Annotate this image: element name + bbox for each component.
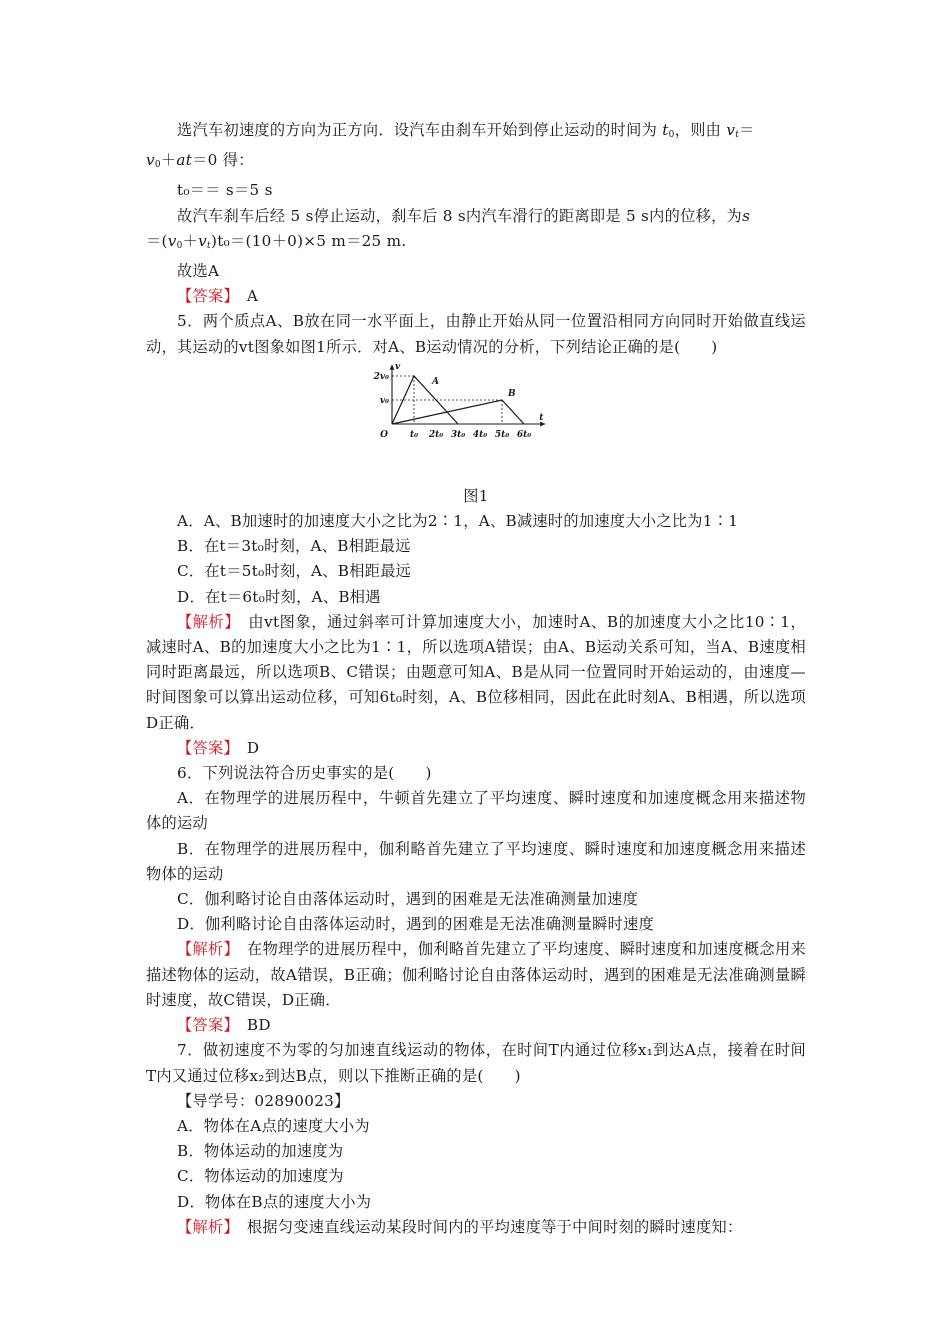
x-tick-label: 3t₀ (450, 429, 466, 440)
series-label-B: B (508, 388, 516, 399)
document-body (146, 118, 806, 1240)
y-tick-label: 2v₀ (373, 371, 389, 382)
option: D．物体在B点的速度大小为 (177, 1192, 372, 1211)
option: A．在物理学的进展历程中，牛顿首先建立了平均速度、瞬时速度和加速度概念用来描述物体的运动 (146, 789, 806, 833)
paragraph: 选汽车初速度的方向为正方向．设汽车由刹车开始到停止运动的时间为 $t_0$，则由 $v_t=$ (177, 121, 755, 140)
paragraph: $v_0+at=0$ 得： (146, 151, 254, 171)
paragraph: 故汽车刹车后经 5 s停止运动，刹车后 8 s内汽车滑行的距离即是 5 s内的位移，为s (177, 206, 751, 225)
x-tick-label: t₀ (409, 429, 419, 440)
answer-tag: 【答案】 (177, 287, 232, 306)
y-tick-label: v₀ (379, 395, 389, 406)
x-tick-label: 4t₀ (472, 429, 488, 440)
answer-line: 【答案】 D (177, 738, 260, 757)
y-axis-arrow (390, 365, 395, 370)
option: B．物体运动的加速度为 (177, 1142, 344, 1161)
paragraph: 故选A (177, 262, 220, 281)
analysis-tag: 【解析】 (177, 1217, 232, 1236)
option: D．在t＝6t₀时刻，A、B相遇 (177, 587, 381, 606)
option: B．在t＝3t₀时刻，A、B相距最远 (177, 537, 411, 556)
option: D．伽利略讨论自由落体运动时，遇到的困难是无法准确测量瞬时速度 (177, 915, 655, 934)
analysis-tag: 【解析】 (177, 612, 233, 631)
analysis-tag: 【解析】 (177, 940, 232, 959)
option: C．伽利略讨论自由落体运动时，遇到的困难是无法准确测量加速度 (177, 890, 639, 909)
figure-caption: 图1 (463, 486, 489, 505)
x-tick-label: O (380, 429, 388, 440)
equation-line: $=(v_0+v_t)t_0=(10+0)\times 5$ m＝25 m. (146, 231, 407, 251)
x-tick-label: 5t₀ (494, 429, 510, 440)
analysis: 【解析】 在物理学的进展历程中，伽利略首先建立了平均速度、瞬时速度和加速度概念用来描述物体的运动，故A错误，B正确；伽利略讨论自由落体运动时，遇到的困难是无法准确测量瞬时速度，故C错误，D正确． (146, 940, 806, 1009)
answer-tag: 【答案】 (177, 738, 232, 757)
option: C．在t＝5t₀时刻，A、B相距最远 (177, 562, 412, 581)
answer-line: 【答案】 BD (177, 1016, 271, 1035)
x-axis-label: t (539, 412, 544, 423)
x-tick-label: 2t₀ (428, 429, 444, 440)
x-tick-label: 6t₀ (516, 429, 532, 440)
question-stem: 5．两个质点A、B放在同一水平面上，由静止开始从同一位置沿相同方向同时开始做直线运动，其运动的vt图象如图1所示．对A、B运动情况的分析，下列结论正确的是( ) (146, 312, 806, 356)
guide-number: 【导学号：02890023】 (177, 1091, 350, 1110)
option: B．在物理学的进展历程中，伽利略首先建立了平均速度、瞬时速度和加速度概念用来描述物体的运动 (146, 839, 806, 883)
option: A．物体在A点的速度大小为 (177, 1116, 370, 1135)
option: A．A、B加速时的加速度大小之比为2∶1，A、B减速时的加速度大小之比为1∶1 (177, 512, 739, 531)
question-stem: 7．做初速度不为零的匀加速直线运动的物体，在时间T内通过位移x₁到达A点，接着在时间T内又通过位移x₂到达B点，则以下推断正确的是( ) (146, 1041, 806, 1085)
analysis: 【解析】 由vt图象，通过斜率可计算加速度大小，加速时A、B的加速度大小之比10∶1，减速时A、B的加速度大小之比为1∶1，所以选项A错误；由A、B运动关系可知，当A、B速度相同时距离最远，所以选项B、C错误；由题意可知A、B是从同一位置同时开始运动的，由速度—时间图象可以算出运动位移，可知6t₀时刻，A、B位移相同，因此在此时刻A、B相遇，所以选项D正确． (146, 612, 806, 732)
analysis: 【解析】 根据匀变速直线运动某段时间内的平均速度等于中间时刻的瞬时速度知： (177, 1217, 743, 1236)
figure (146, 364, 806, 484)
answer-line: 【答案】 A (177, 287, 259, 306)
vt-chart (366, 364, 586, 464)
y-axis-label: v (395, 363, 401, 372)
equation-line: t₀＝＝ s＝5 s (177, 181, 273, 200)
series-label-A: A (432, 376, 439, 387)
answer-tag: 【答案】 (177, 1016, 232, 1035)
question-stem: 6．下列说法符合历史事实的是( ) (177, 764, 432, 783)
option: C．物体运动的加速度为 (177, 1167, 344, 1186)
series-line-B (392, 400, 524, 424)
